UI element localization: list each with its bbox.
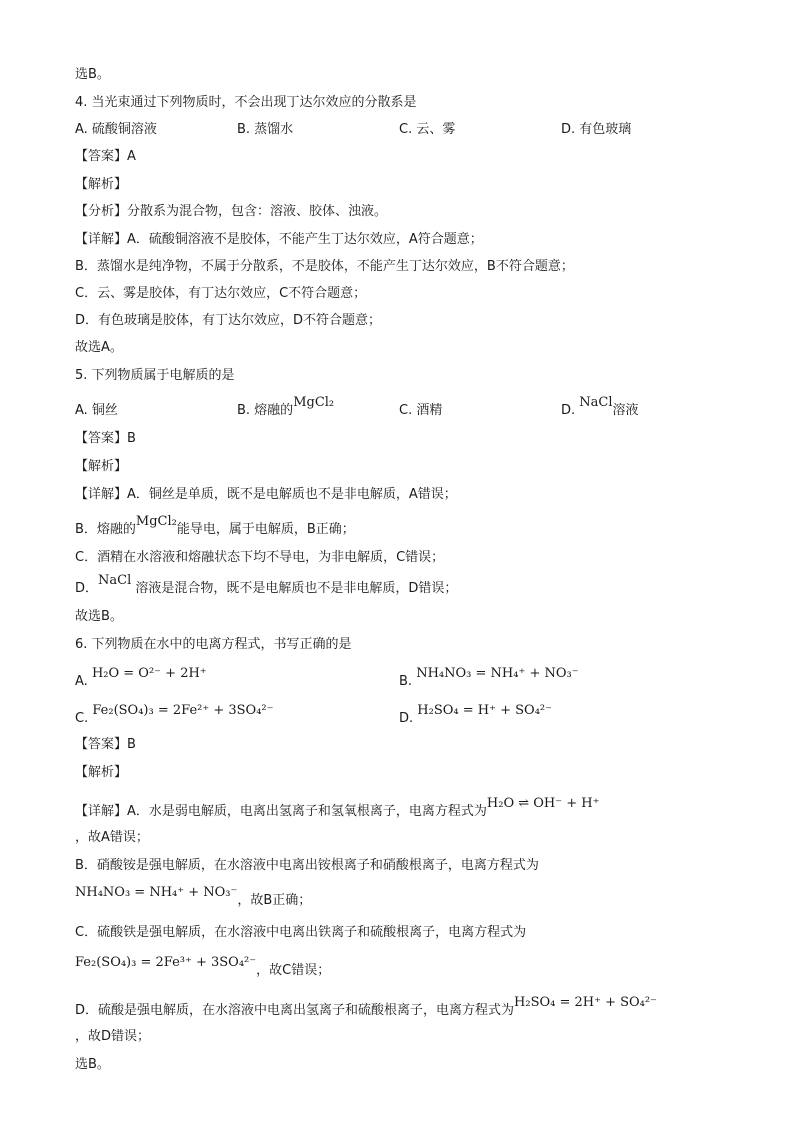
q5-explain-b: B．熔融的MgCl₂能导电，属于电解质，B正确； [75, 514, 355, 537]
q6-explain-d-end: ，故D错误； [75, 1029, 151, 1044]
question-5-stem: 5. 下列物质属于电解质的是 [75, 368, 235, 383]
q4-option-d: D. 有色玻璃 [561, 122, 632, 137]
q4-analysis-intro: 【分析】分散系为混合物，包含：溶液、胶体、浊液。 [75, 204, 388, 219]
q6-explain-a: 【详解】A．水是弱电解质，电离出氢离子和氢氧根离子，电离方程式为H₂O ⇌ OH⁻ + H⁺ [75, 796, 600, 819]
q6-option-c-formula: Fe₂(SO₄)₃ = 2Fe²⁺ + 3SO₄²⁻ [92, 703, 274, 718]
q5-answer: 【答案】B [75, 431, 136, 446]
nacl-formula: NaCl [98, 573, 132, 588]
q6-conclusion: 选B。 [75, 1057, 110, 1072]
q6-explain-b: B．硝酸铵是强电解质，在水溶液中电离出铵根离子和硝酸根离子，电离方程式为 [75, 858, 539, 873]
q6-eq-d: H₂SO₄ = 2H⁺ + SO₄²⁻ [514, 995, 657, 1010]
q4-option-a: A. 硫酸铜溶液 [75, 122, 157, 137]
nacl-formula: NaCl [579, 395, 613, 410]
mgcl2-formula: MgCl₂ [293, 395, 335, 410]
q6-analysis-heading: 【解析】 [75, 765, 128, 780]
q6-option-a-formula: H₂O = O²⁻ + 2H⁺ [91, 666, 207, 681]
q6-option-b-formula: NH₄NO₃ = NH₄⁺ + NO₃⁻ [416, 666, 579, 681]
q6-answer: 【答案】B [75, 737, 136, 752]
q4-option-c: C. 云、雾 [399, 122, 456, 137]
q4-option-b: B. 蒸馏水 [237, 122, 294, 137]
question-6-stem: 6. 下列物质在水中的电离方程式，书写正确的是 [75, 637, 352, 652]
q4-analysis-heading: 【解析】 [75, 177, 128, 192]
q6-option-d-formula: H₂SO₄ = H⁺ + SO₄²⁻ [417, 703, 552, 718]
q4-explain-d: D．有色玻璃是胶体，有丁达尔效应，D不符合题意； [75, 313, 382, 328]
q4-explain-a: 【详解】A．硫酸铜溶液不是胶体，不能产生丁达尔效应，A符合题意； [75, 232, 483, 247]
mgcl2-formula: MgCl₂ [135, 514, 177, 529]
q6-option-d: D. H₂SO₄ = H⁺ + SO₄²⁻ [399, 703, 552, 726]
q5-explain-a: 【详解】A．铜丝是单质，既不是电解质也不是非电解质，A错误； [75, 487, 457, 502]
q4-explain-c: C．云、雾是胶体，有丁达尔效应，C不符合题意； [75, 286, 367, 301]
question-4-stem: 4. 当光束通过下列物质时，不会出现丁达尔效应的分散系是 [75, 95, 417, 110]
q6-option-b: B. NH₄NO₃ = NH₄⁺ + NO₃⁻ [399, 666, 579, 689]
q4-answer: 【答案】A [75, 149, 136, 164]
q5-explain-d: D．NaCl 溶液是混合物，既不是电解质也不是非电解质，D错误； [75, 573, 458, 596]
q5-option-d: D. NaCl溶液 [561, 395, 639, 418]
q5-option-c: C. 酒精 [399, 403, 443, 418]
q6-option-c: C. Fe₂(SO₄)₃ = 2Fe²⁺ + 3SO₄²⁻ [75, 703, 274, 726]
q6-eq-c: Fe₂(SO₄)₃ = 2Fe³⁺ + 3SO₄²⁻ [75, 955, 257, 970]
q6-explain-b-eq-line: NH₄NO₃ = NH₄⁺ + NO₃⁻，故B正确； [75, 885, 312, 908]
q5-option-a: A. 铜丝 [75, 403, 118, 418]
answer-conclusion: 选B。 [75, 67, 110, 82]
q4-explain-b: B．蒸馏水是纯净物，不属于分散系，不是胶体，不能产生丁达尔效应，B不符合题意； [75, 259, 574, 274]
q6-eq-b: NH₄NO₃ = NH₄⁺ + NO₃⁻ [75, 885, 238, 900]
q6-explain-c: C．硫酸铁是强电解质，在水溶液中电离出铁离子和硫酸根离子，电离方程式为 [75, 925, 527, 940]
q6-explain-a-end: ，故A错误； [75, 830, 149, 845]
q5-analysis-heading: 【解析】 [75, 459, 128, 474]
q4-conclusion: 故选A。 [75, 340, 123, 355]
q6-explain-d: D．硫酸是强电解质，在水溶液中电离出氢离子和硫酸根离子，电离方程式为H₂SO₄ = 2H⁺ + SO₄²⁻ [75, 995, 657, 1018]
q6-eq-a: H₂O ⇌ OH⁻ + H⁺ [486, 796, 600, 811]
q6-explain-c-eq-line: Fe₂(SO₄)₃ = 2Fe³⁺ + 3SO₄²⁻，故C错误； [75, 955, 331, 978]
q6-option-a: A. H₂O = O²⁻ + 2H⁺ [75, 666, 207, 689]
q5-explain-c: C．酒精在水溶液和熔融状态下均不导电，为非电解质，C错误； [75, 550, 445, 565]
q5-option-b: B. 熔融的MgCl₂ [237, 395, 335, 418]
q5-conclusion: 故选B。 [75, 609, 123, 624]
